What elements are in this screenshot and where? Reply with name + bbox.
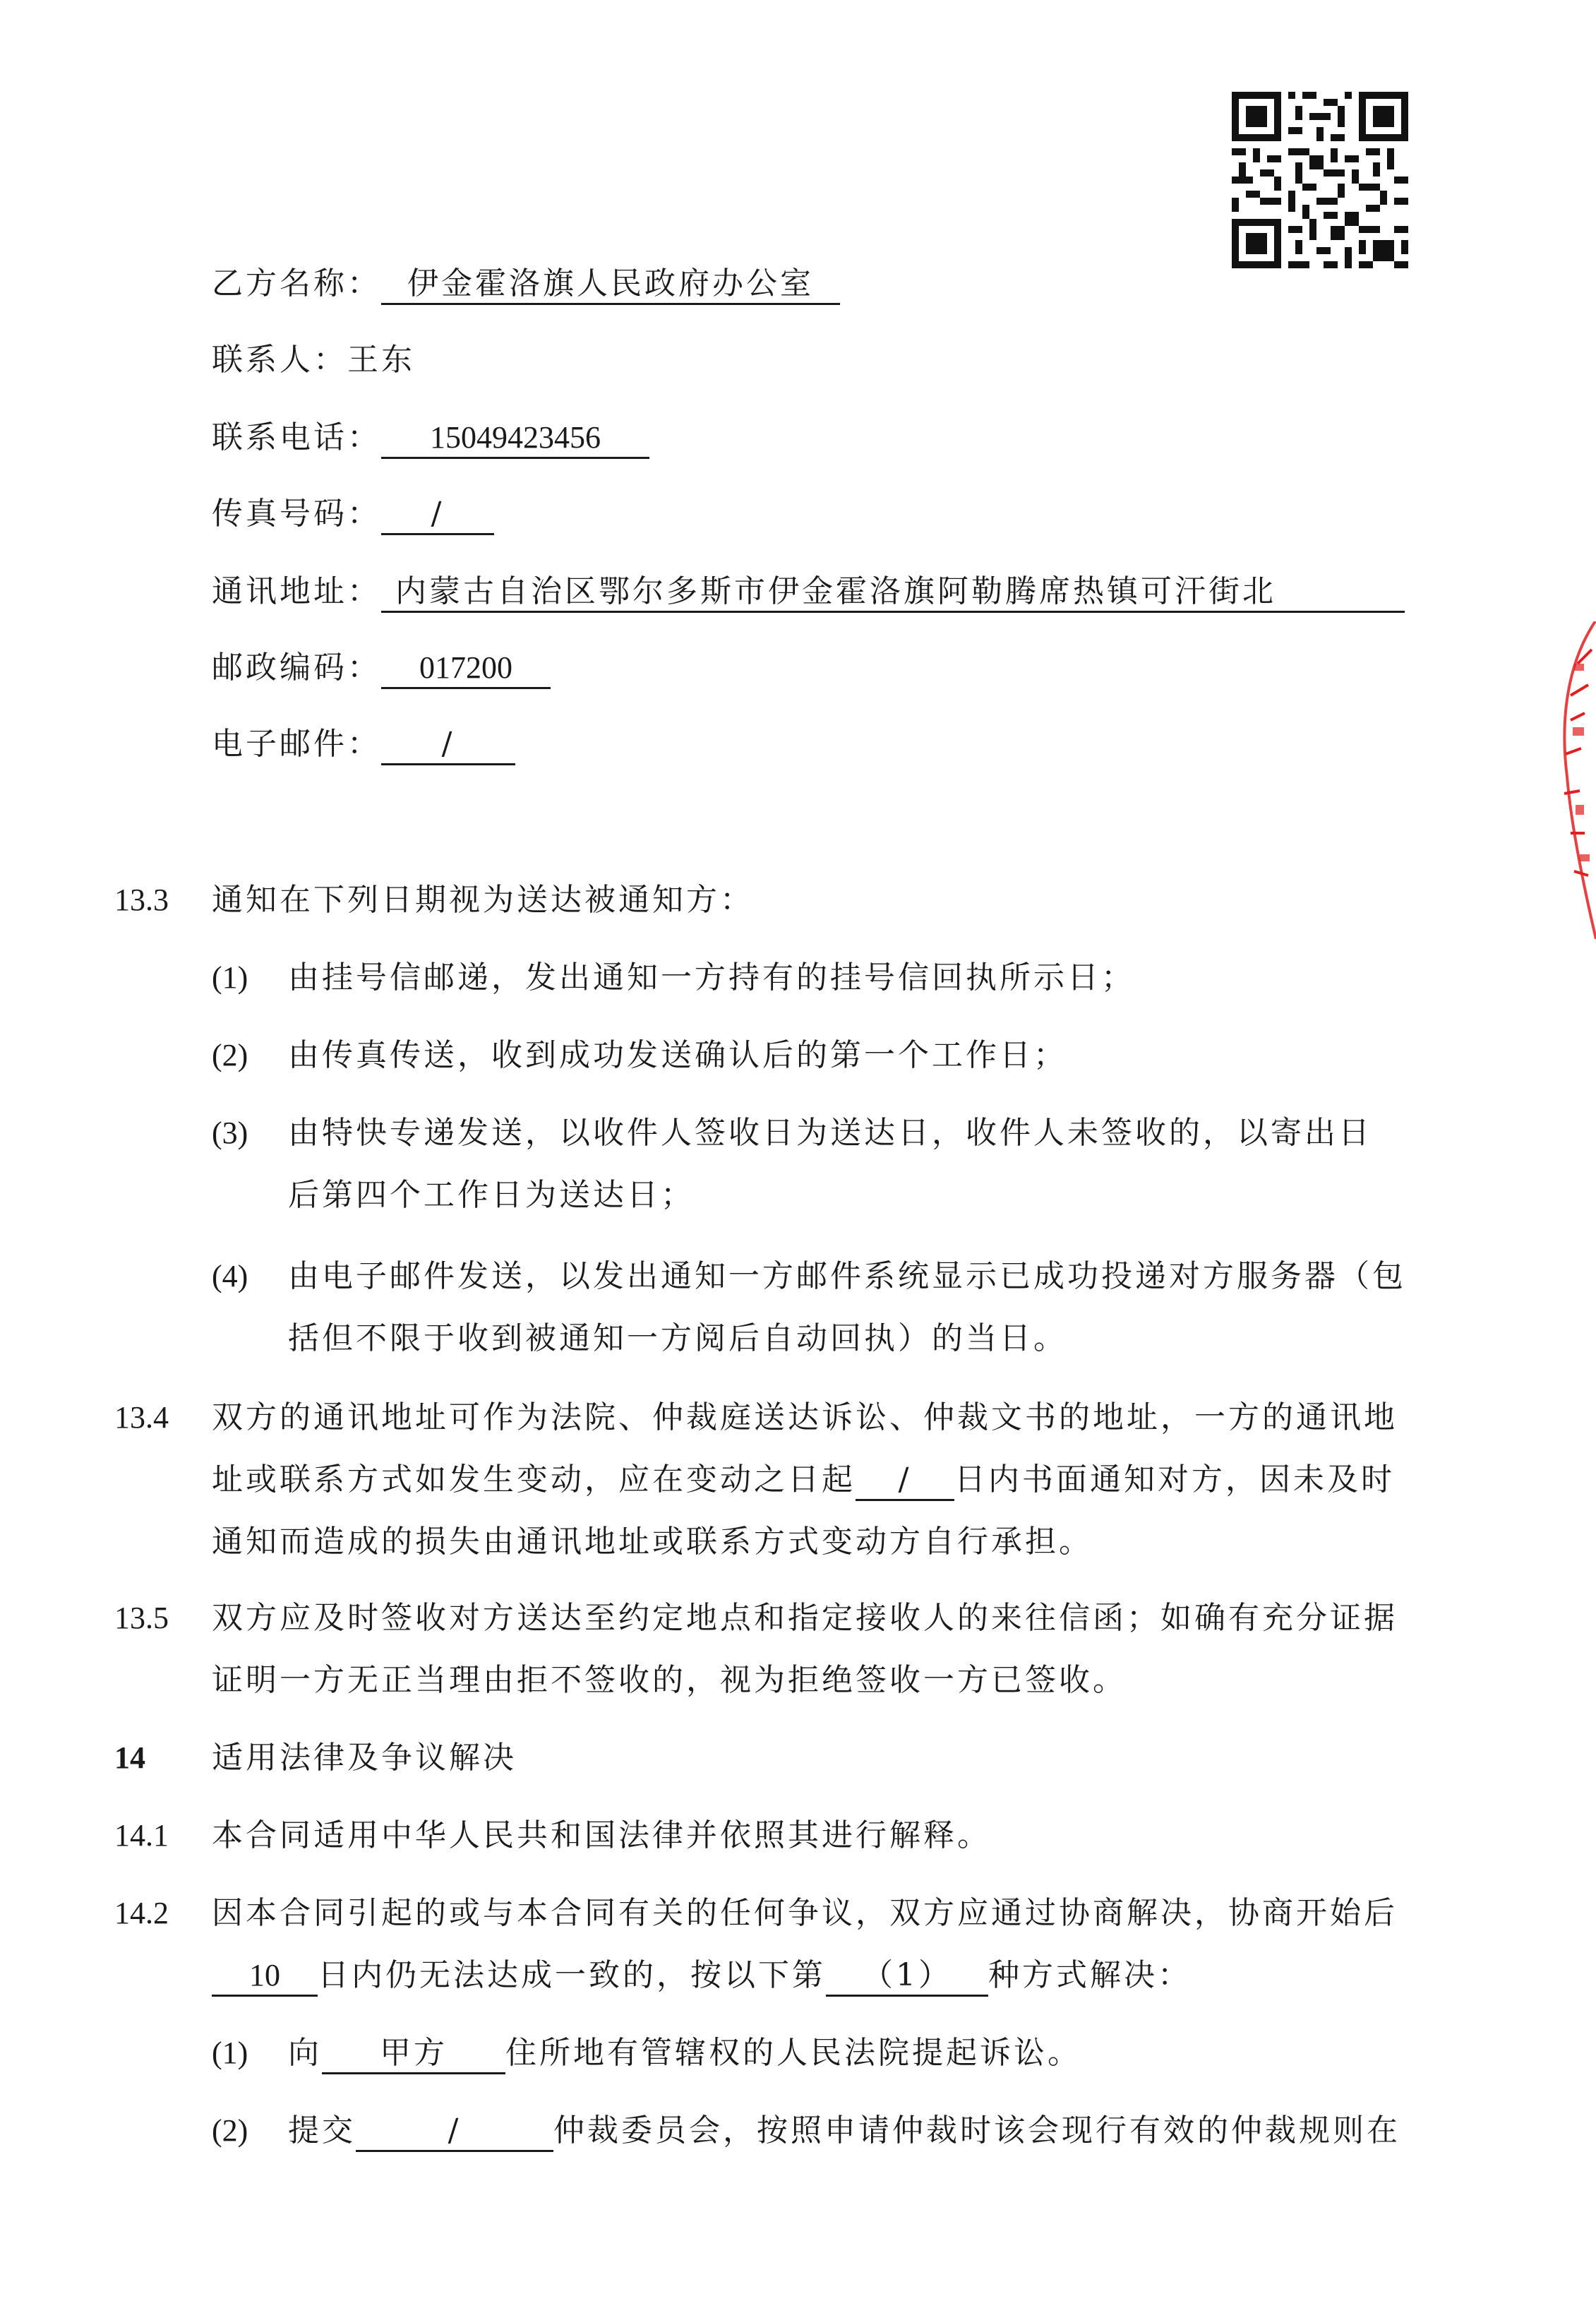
clause-14-1-text: 本合同适用中华人民共和国法律并依照其进行解释。 <box>212 1817 991 1853</box>
fax-value: / <box>381 495 494 535</box>
negotiation-days-blank: 10 <box>212 1956 318 1997</box>
party-b-name-label: 乙方名称： <box>212 265 381 301</box>
clause-14-2-item-2-a: 提交 <box>288 2112 356 2148</box>
email-row <box>212 723 515 765</box>
fax-row <box>212 493 494 535</box>
clause-13-3-item-4-line-1: 由电子邮件发送，以发出通知一方邮件系统显示已成功投递对方服务器（包 <box>288 1258 1406 1294</box>
address-label: 通讯地址： <box>212 573 381 609</box>
clause-13-3-item-1-text: 由挂号信邮递，发出通知一方持有的挂号信回执所示日； <box>288 960 1135 996</box>
clause-13-3-item-3-number: (3) <box>212 1116 248 1150</box>
qr-code <box>1232 92 1408 268</box>
email-value: / <box>381 725 515 765</box>
clause-14-2-number: 14.2 <box>114 1896 169 1930</box>
section-14-title: 适用法律及争议解决 <box>212 1740 517 1776</box>
clause-14-2-item-1-a: 向 <box>288 2035 322 2071</box>
clause-14-2-line-2-b: 种方式解决： <box>988 1957 1192 1993</box>
clause-13-3-number: 13.3 <box>114 883 169 917</box>
section-14-number: 14 <box>114 1740 145 1775</box>
address-row <box>212 570 1405 613</box>
arbitration-commission-blank: / <box>356 2112 553 2152</box>
clause-13-3-item-3-line-1: 由特快专递发送，以收件人签收日为送达日，收件人未签收的，以寄出日 <box>288 1115 1372 1151</box>
clause-14-2-item-1-text <box>288 2032 1081 2074</box>
contact-row <box>212 339 415 381</box>
clause-14-2-line-1: 因本合同引起的或与本合同有关的任何争议，双方应通过协商解决，协商开始后 <box>212 1895 1398 1931</box>
contact-label: 联系人： <box>212 342 347 378</box>
clause-14-1-number: 14.1 <box>114 1818 169 1853</box>
clause-13-3-item-2-number: (2) <box>212 1038 248 1072</box>
clause-13-4-line-3: 通知而造成的损失由通讯地址或联系方式变动方自行承担。 <box>212 1524 1093 1560</box>
clause-13-4-line-2-b: 日内书面通知对方，因未及时 <box>954 1462 1395 1498</box>
clause-13-3-item-2-text: 由传真传送，收到成功发送确认后的第一个工作日； <box>288 1037 1067 1073</box>
clause-14-2-item-2-number: (2) <box>212 2113 248 2148</box>
clause-13-3-item-4-number: (4) <box>212 1259 248 1293</box>
notice-days-blank: / <box>856 1461 954 1501</box>
contact-value: 王东 <box>347 342 415 378</box>
clause-14-2-item-2-text <box>288 2110 1400 2152</box>
resolution-option-blank: （1） <box>826 1956 988 1997</box>
phone-label: 联系电话： <box>212 419 381 455</box>
clause-13-3-text: 通知在下列日期视为送达被通知方： <box>212 882 754 918</box>
clause-14-2-line-2 <box>212 1954 1192 1997</box>
clause-13-4-line-1: 双方的通讯地址可作为法院、仲裁庭送达诉讼、仲裁文书的地址，一方的通讯地 <box>212 1399 1398 1435</box>
party-b-name-value: 伊金霍洛旗人民政府办公室 <box>381 265 840 305</box>
seal-stamp <box>1553 621 1596 939</box>
clause-13-4-line-2 <box>212 1459 1395 1501</box>
clause-13-4-number: 13.4 <box>114 1400 169 1435</box>
phone-value: 15049423456 <box>381 419 649 459</box>
court-party-blank: 甲方 <box>322 2034 505 2074</box>
clause-14-2-line-2-a: 日内仍无法达成一致的，按以下第 <box>318 1957 826 1993</box>
clause-13-5-number: 13.5 <box>114 1601 169 1635</box>
fax-label: 传真号码： <box>212 496 381 532</box>
party-b-name-row <box>212 263 840 305</box>
postcode-row <box>212 647 551 689</box>
clause-14-2-item-2-b: 仲裁委员会，按照申请仲裁时该会现行有效的仲裁规则在 <box>553 2112 1400 2148</box>
clause-13-5-line-1: 双方应及时签收对方送达至约定地点和指定接收人的来往信函；如确有充分证据 <box>212 1600 1398 1636</box>
email-label: 电子邮件： <box>212 726 381 762</box>
clause-14-2-item-1-b: 住所地有管辖权的人民法院提起诉讼。 <box>505 2035 1081 2071</box>
clause-13-3-item-1-number: (1) <box>212 960 248 995</box>
postcode-label: 邮政编码： <box>212 650 381 686</box>
address-value: 内蒙古自治区鄂尔多斯市伊金霍洛旗阿勒腾席热镇可汗街北 <box>381 573 1405 613</box>
postcode-value: 017200 <box>381 649 551 689</box>
clause-13-4-line-2-a: 址或联系方式如发生变动，应在变动之日起 <box>212 1462 856 1498</box>
clause-13-5-line-2: 证明一方无正当理由拒不签收的，视为拒绝签收一方已签收。 <box>212 1662 1127 1698</box>
phone-row <box>212 417 649 459</box>
clause-14-2-item-1-number: (1) <box>212 2036 248 2070</box>
clause-13-3-item-4-line-2: 括但不限于收到被通知一方阅后自动回执）的当日。 <box>288 1320 1067 1356</box>
clause-13-3-item-3-line-2: 后第四个工作日为送达日； <box>288 1177 695 1213</box>
